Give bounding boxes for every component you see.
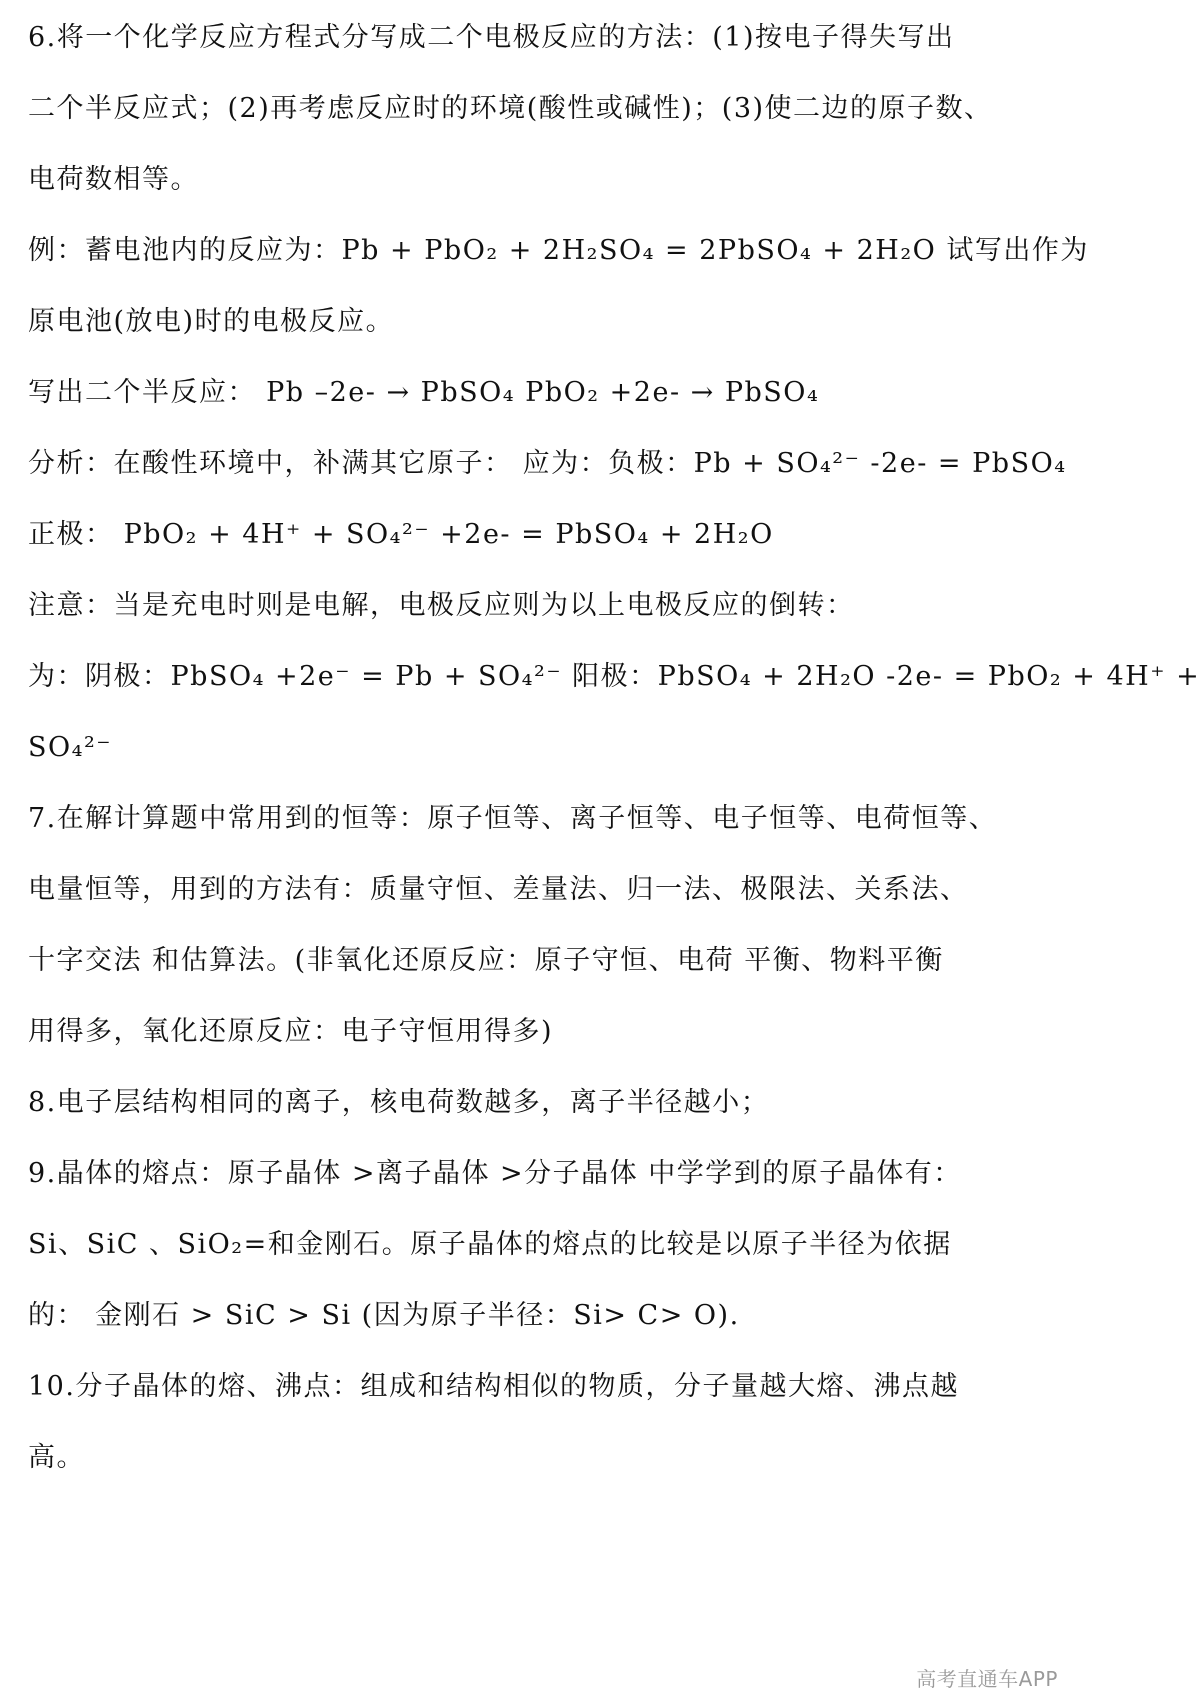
text-line: 例：蓄电池内的反应为：Pb + PbO₂ + 2H₂SO₄ = 2PbSO₄ + 2H₂O 试写出作为 xyxy=(28,235,1089,266)
text-line: Si、SiC 、SiO₂=和金刚石。原子晶体的熔点的比较是以原子半径为依据 xyxy=(28,1229,952,1260)
text-line: 8.电子层结构相同的离子，核电荷数越多，离子半径越小； xyxy=(28,1087,770,1118)
text-line: 的： 金刚石 > SiC > Si (因为原子半径：Si> C> O). xyxy=(28,1300,740,1331)
text-line: 7.在解计算题中常用到的恒等：原子恒等、离子恒等、电子恒等、电荷恒等、 xyxy=(28,803,998,834)
text-line: 注意：当是充电时则是电解，电极反应则为以上电极反应的倒转： xyxy=(28,590,855,621)
text-line: 二个半反应式；(2)再考虑反应时的环境(酸性或碱性)；(3)使二边的原子数、 xyxy=(28,93,993,124)
text-line: 正极： PbO₂ + 4H⁺ + SO₄²⁻ +2e- = PbSO₄ + 2H₂O xyxy=(28,519,774,550)
text-line: 电荷数相等。 xyxy=(28,164,199,195)
text-line: 10.分子晶体的熔、沸点：组成和结构相似的物质，分子量越大熔、沸点越 xyxy=(28,1371,959,1402)
text-line: 电量恒等，用到的方法有：质量守恒、差量法、归一法、极限法、关系法、 xyxy=(28,874,969,905)
text-line: 高。 xyxy=(28,1442,85,1473)
text-line: 写出二个半反应： Pb –2e- → PbSO₄ PbO₂ +2e- → PbSO₄ xyxy=(28,377,820,408)
text-line: 十字交法 和估算法。(非氧化还原反应：原子守恒、电荷 平衡、物料平衡 xyxy=(28,945,944,976)
text-line: 6.将一个化学反应方程式分写成二个电极反应的方法：(1)按电子得失写出 xyxy=(28,22,955,53)
text-line: 分析：在酸性环境中，补满其它原子： 应为：负极：Pb + SO₄²⁻ -2e- = PbSO₄ xyxy=(28,448,1067,479)
text-line: 用得多，氧化还原反应：电子守恒用得多) xyxy=(28,1016,554,1047)
text-line: 9.晶体的熔点：原子晶体 >离子晶体 >分子晶体 中学学到的原子晶体有： xyxy=(28,1158,962,1189)
text-line: 为：阴极：PbSO₄ +2e⁻ = Pb + SO₄²⁻ 阳极：PbSO₄ + 2H₂O -2e- = PbO₂ + 4H⁺ + xyxy=(28,661,1200,692)
text-line: 原电池(放电)时的电极反应。 xyxy=(28,306,395,337)
text-line: SO₄²⁻ xyxy=(28,732,113,763)
watermark: 高考直通车APP xyxy=(916,1667,1058,1691)
